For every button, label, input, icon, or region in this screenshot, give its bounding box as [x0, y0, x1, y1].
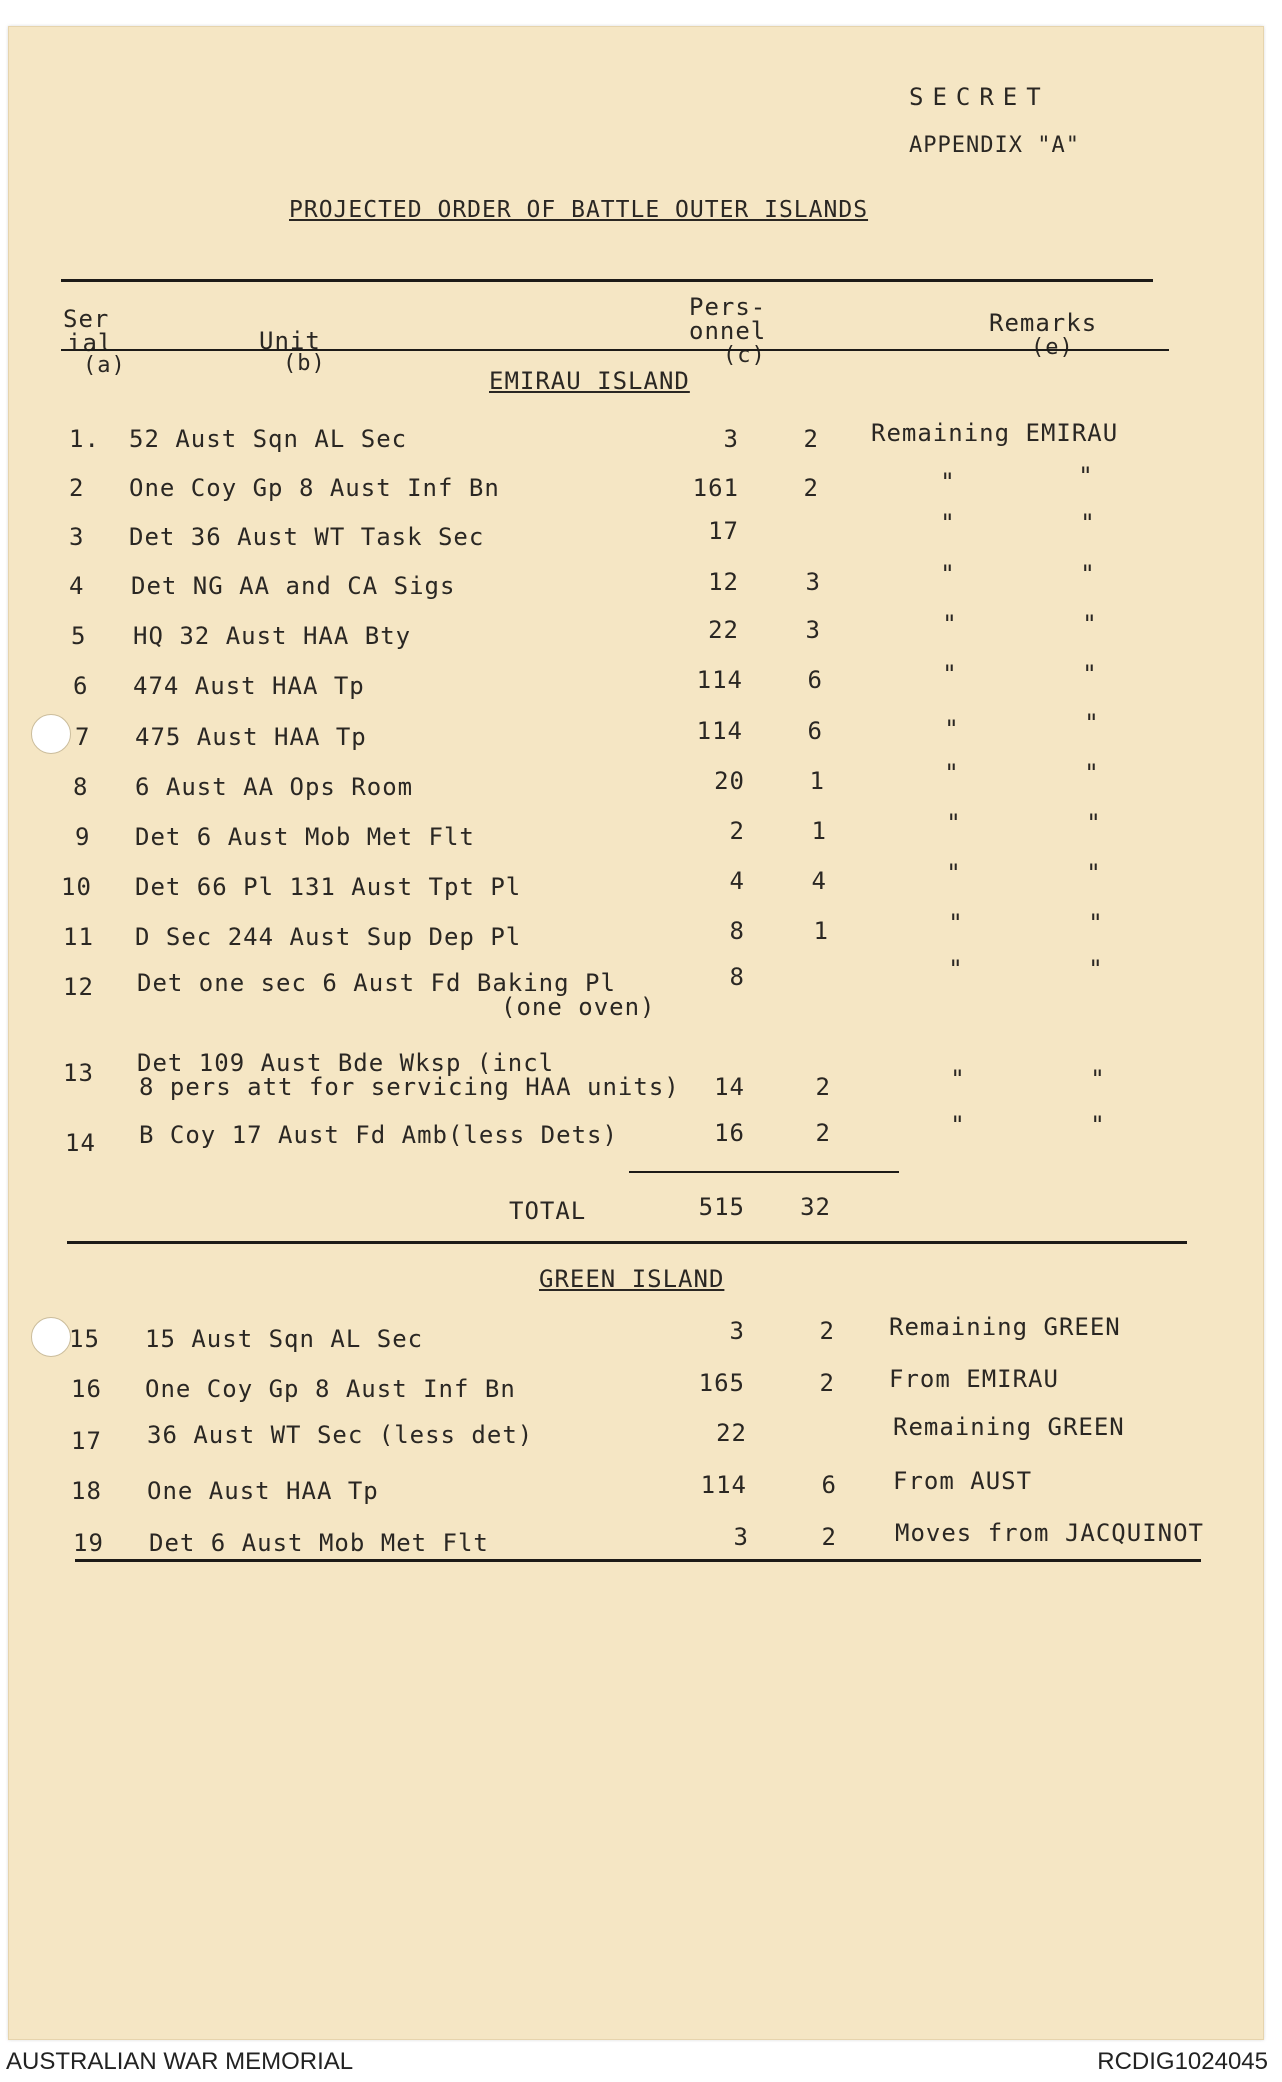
ditto-mark: ": [946, 859, 962, 887]
ditto-mark: ": [942, 610, 958, 638]
ditto-mark: ": [946, 809, 962, 837]
section-heading-emirau: EMIRAU ISLAND: [489, 367, 690, 395]
row-unit: Det one sec 6 Aust Fd Baking Pl: [137, 969, 616, 997]
row-col-d: 1: [813, 917, 829, 945]
row-col-d: 2: [819, 1369, 835, 1397]
table-row: [9, 610, 1263, 662]
row-serial: 8: [73, 773, 89, 801]
ditto-mark: ": [1080, 509, 1096, 537]
row-personnel: 2: [729, 817, 745, 845]
ditto-mark: ": [1082, 610, 1098, 638]
ditto-mark: ": [940, 509, 956, 537]
row-col-d: 4: [811, 867, 827, 895]
ditto-mark: ": [1080, 560, 1096, 588]
table-row: [9, 909, 1263, 963]
table-row: [9, 419, 1263, 465]
row-personnel: 12: [708, 568, 739, 596]
row-personnel: 17: [708, 517, 739, 545]
row-remark: Remaining GREEN: [889, 1313, 1121, 1341]
row-unit: Det 6 Aust Mob Met Flt: [135, 823, 475, 851]
row-serial: 1.: [69, 425, 100, 453]
section-divider: [67, 1241, 1187, 1244]
table-row: [9, 660, 1263, 712]
row-unit: Det NG AA and CA Sigs: [131, 572, 456, 600]
ditto-mark: ": [944, 715, 960, 743]
footer-record-id: RCDIG1024045: [1097, 2048, 1268, 2075]
row-unit: B Coy 17 Aust Fd Amb(less Dets): [139, 1121, 618, 1149]
header-rule-top: [61, 279, 1153, 282]
row-serial: 16: [71, 1375, 102, 1403]
table-row: [9, 1467, 1263, 1517]
row-unit-continued: (one oven): [501, 993, 656, 1021]
row-serial: 2: [69, 474, 85, 502]
table-row: [9, 1049, 1263, 1113]
ditto-mark: ": [942, 660, 958, 688]
col-personnel-header: Pers-: [689, 293, 767, 321]
row-col-d: 2: [803, 425, 819, 453]
row-personnel: 22: [708, 616, 739, 644]
row-unit: 15 Aust Sqn AL Sec: [145, 1325, 424, 1353]
col-personnel-header-2: onnel: [689, 317, 767, 345]
row-col-d: 6: [807, 717, 823, 745]
col-unit-code: (b): [283, 351, 326, 376]
col-serial-header-2: ial: [67, 329, 114, 357]
ditto-mark: ": [948, 909, 964, 937]
row-serial: 15: [69, 1325, 100, 1353]
table-row: [9, 1365, 1263, 1415]
table-row: [9, 462, 1263, 514]
row-unit: Det 109 Aust Bde Wksp (incl: [137, 1049, 555, 1077]
ditto-mark: ": [1084, 709, 1100, 737]
table-row: [9, 560, 1263, 612]
total-personnel: 515: [698, 1193, 745, 1221]
row-unit: HQ 32 Aust HAA Bty: [133, 622, 412, 650]
col-remarks-code: (e): [1031, 335, 1074, 360]
row-unit: D Sec 244 Aust Sup Dep Pl: [135, 923, 522, 951]
row-unit: 36 Aust WT Sec (less det): [147, 1421, 534, 1449]
row-unit: One Coy Gp 8 Aust Inf Bn: [145, 1375, 516, 1403]
row-serial: 3: [69, 523, 85, 551]
ditto-mark: ": [1086, 809, 1102, 837]
ditto-mark: ": [944, 759, 960, 787]
row-unit: Det 66 Pl 131 Aust Tpt Pl: [135, 873, 522, 901]
ditto-mark: ": [950, 1111, 966, 1139]
table-row: [9, 1313, 1263, 1365]
row-personnel: 14: [714, 1073, 745, 1101]
row-unit: 474 Aust HAA Tp: [133, 672, 365, 700]
row-unit: 52 Aust Sqn AL Sec: [129, 425, 408, 453]
row-unit: 475 Aust HAA Tp: [135, 723, 367, 751]
row-unit: Det 36 Aust WT Task Sec: [129, 523, 485, 551]
col-serial-header: Ser: [63, 305, 110, 333]
row-serial: 12: [63, 973, 94, 1001]
row-col-d: 6: [807, 666, 823, 694]
table-row: [9, 1413, 1263, 1467]
section-heading-green: GREEN ISLAND: [539, 1265, 725, 1293]
table-row: [9, 709, 1263, 763]
row-serial: 17: [71, 1427, 102, 1455]
row-personnel: 20: [714, 767, 745, 795]
ditto-mark: ": [1088, 955, 1104, 983]
table-row: [9, 809, 1263, 863]
row-personnel: 3: [729, 1317, 745, 1345]
table-row: [9, 509, 1263, 563]
subtotal-rule: [629, 1171, 899, 1173]
row-col-d: 6: [821, 1471, 837, 1499]
table-row: [9, 955, 1263, 1035]
table-row: [9, 1519, 1263, 1569]
ditto-mark: ": [940, 468, 956, 496]
row-unit: Det 6 Aust Mob Met Flt: [149, 1529, 489, 1557]
col-serial-code: (a): [83, 353, 126, 378]
row-serial: 4: [69, 572, 85, 600]
row-personnel: 114: [700, 1471, 747, 1499]
row-col-d: 2: [819, 1317, 835, 1345]
ditto-mark: ": [940, 560, 956, 588]
total-label: TOTAL: [509, 1197, 587, 1225]
ditto-mark: ": [1088, 909, 1104, 937]
row-unit: One Aust HAA Tp: [147, 1477, 379, 1505]
row-col-d: 2: [815, 1119, 831, 1147]
table-end-rule: [75, 1559, 1201, 1562]
row-serial: 10: [61, 873, 92, 901]
row-col-d: 3: [805, 568, 821, 596]
row-unit-continued: 8 pers att for servicing HAA units): [139, 1073, 680, 1101]
appendix-label: APPENDIX "A": [909, 133, 1080, 158]
document-page: [8, 26, 1264, 2040]
row-serial: 7: [75, 723, 91, 751]
classification: SECRET: [909, 83, 1050, 111]
col-unit-header: Unit: [259, 327, 321, 355]
row-serial: 9: [75, 823, 91, 851]
row-personnel: 3: [723, 425, 739, 453]
row-personnel: 165: [698, 1369, 745, 1397]
row-serial: 19: [73, 1529, 104, 1557]
row-personnel: 8: [729, 963, 745, 991]
row-remark: Remaining GREEN: [893, 1413, 1125, 1441]
row-col-d: 2: [803, 474, 819, 502]
row-unit: One Coy Gp 8 Aust Inf Bn: [129, 474, 500, 502]
header-rule-bottom: [61, 349, 1169, 351]
row-serial: 6: [73, 672, 89, 700]
row-serial: 5: [71, 622, 87, 650]
row-serial: 11: [63, 923, 94, 951]
ditto-mark: ": [1090, 1111, 1106, 1139]
row-serial: 18: [71, 1477, 102, 1505]
row-remark: From AUST: [893, 1467, 1033, 1495]
row-remark: Remaining EMIRAU: [871, 419, 1119, 447]
row-serial: 14: [65, 1129, 96, 1157]
row-col-d: 2: [821, 1523, 837, 1551]
row-col-d: 3: [805, 616, 821, 644]
table-row: [9, 1111, 1263, 1169]
row-col-d: 1: [811, 817, 827, 845]
row-serial: 13: [63, 1059, 94, 1087]
ditto-mark: ": [1086, 859, 1102, 887]
table-row: [9, 759, 1263, 813]
ditto-mark: ": [1090, 1065, 1106, 1093]
col-personnel-code: (c): [723, 343, 766, 368]
table-row: [9, 859, 1263, 913]
total-col-d: 32: [800, 1193, 831, 1221]
page-title: PROJECTED ORDER OF BATTLE OUTER ISLANDS: [289, 197, 869, 223]
col-remarks-header: Remarks: [989, 309, 1098, 337]
footer-credit: AUSTRALIAN WAR MEMORIAL: [6, 2048, 354, 2075]
row-personnel: 8: [729, 917, 745, 945]
row-personnel: 22: [716, 1419, 747, 1447]
row-unit: 6 Aust AA Ops Room: [135, 773, 414, 801]
row-personnel: 114: [696, 666, 743, 694]
row-personnel: 3: [733, 1523, 749, 1551]
ditto-mark: ": [950, 1065, 966, 1093]
ditto-mark: ": [1082, 660, 1098, 688]
row-personnel: 114: [696, 717, 743, 745]
ditto-mark: ": [948, 955, 964, 983]
row-col-d: 1: [809, 767, 825, 795]
row-personnel: 16: [714, 1119, 745, 1147]
ditto-mark: ": [1078, 462, 1094, 490]
row-personnel: 4: [729, 867, 745, 895]
row-col-d: 2: [815, 1073, 831, 1101]
row-personnel: 161: [692, 474, 739, 502]
row-remark: Moves from JACQUINOT: [895, 1519, 1204, 1547]
row-remark: From EMIRAU: [889, 1365, 1059, 1393]
ditto-mark: ": [1084, 759, 1100, 787]
